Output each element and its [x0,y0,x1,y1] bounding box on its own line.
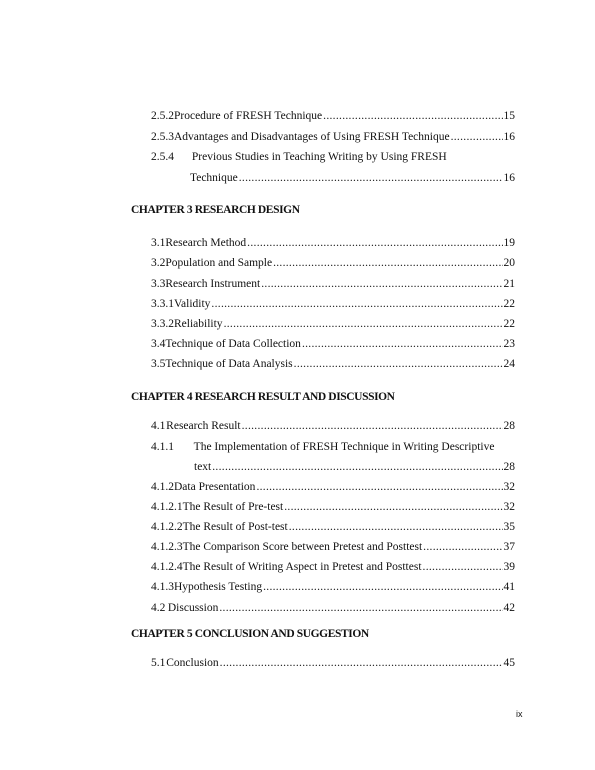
entry-title: Population and Sample [165,257,273,269]
chapter-3-heading: CHAPTER 3 RESEARCH DESIGN [131,204,300,216]
toc-entry [151,479,515,495]
entry-title: Validity [174,298,211,310]
toc-entry [151,316,515,332]
entry-page: 16 [503,131,515,143]
entry-title: Technique of Data Collection [165,338,301,350]
dot-leader [423,559,503,575]
entry-number: 4.1.3 [151,581,174,593]
entry-page: 28 [503,420,515,432]
entry-title: Discussion [167,602,219,614]
entry-page: 16 [503,172,515,184]
toc-entry [151,255,515,271]
entry-title: Advantages and Disadvantages of Using FRESH Technique [174,131,450,143]
entry-title: Data Presentation [174,481,256,493]
dot-leader [261,276,502,292]
entry-number: 3.3.2 [151,318,174,330]
entry-page: 22 [503,298,515,310]
entry-title: Hypothesis Testing [174,581,263,593]
toc-entry [151,356,515,372]
entry-number: 4.1.2.1 [151,501,183,513]
dot-leader [423,539,502,555]
entry-title: Reliability [174,318,223,330]
toc-entry [151,600,515,616]
toc-entry [151,579,515,595]
entry-number: 4.1.2.3 [151,541,183,553]
toc-entry [151,235,515,251]
entry-page: 32 [503,501,515,513]
entry-number: 3.3.1 [151,298,174,310]
entry-page: 28 [503,461,515,473]
entry-title: The Implementation of FRESH Technique in Writing Descriptive [193,441,495,453]
entry-number: 4.1.2 [151,481,174,493]
dot-leader [451,129,503,145]
dot-leader [323,108,502,124]
entry-title: The Result of Post-test [182,521,288,533]
toc-entry [151,336,515,352]
dot-leader [211,296,502,312]
entry-title: Research Result [166,420,241,432]
entry-page: 32 [503,481,515,493]
entry-number: 5.1 [151,657,166,669]
entry-page: 45 [503,657,515,669]
dot-leader [220,655,503,671]
entry-number: 4.2 [151,602,166,614]
entry-title: Research Method [165,237,247,249]
entry-title: Conclusion [166,657,219,669]
entry-title: The Result of Pre-test [182,501,284,513]
entry-number: 2.5.4 [151,151,174,163]
entry-page: 20 [503,257,515,269]
dot-leader [289,519,503,535]
entry-page: 19 [503,237,515,249]
entry-page: 41 [503,581,515,593]
entry-number: 3.1 [151,237,166,249]
entry-page: 37 [503,541,515,553]
chapter-5-heading: CHAPTER 5 CONCLUSION AND SUGGESTION [131,628,369,640]
dot-leader [273,255,502,271]
page-number: ix [516,709,523,719]
entry-title-continued: text [194,461,212,473]
entry-title: Technique of Data Analysis [165,358,293,370]
entry-number: 4.1 [151,420,166,432]
dot-leader [302,336,503,352]
toc-entry [151,655,515,671]
entry-page: 23 [503,338,515,350]
entry-page: 21 [503,278,515,290]
entry-number: 4.1.2.2 [151,521,183,533]
toc-entry [151,276,515,292]
entry-title: Research Instrument [165,278,261,290]
dot-leader [219,600,502,616]
toc-entry-continuation [190,170,515,186]
toc-entry [151,539,515,555]
entry-number: 4.1.1 [151,441,174,453]
toc-entry [151,499,515,515]
dot-leader [256,479,502,495]
toc-entry [151,519,515,535]
entry-page: 35 [503,521,515,533]
entry-title: Previous Studies in Teaching Writing by Using FRESH [191,151,447,163]
toc-entry [151,296,515,312]
toc-entry [151,418,515,434]
toc-entry [151,559,515,575]
entry-number: 3.2 [151,257,166,269]
entry-page: 24 [503,358,515,370]
entry-number: 4.1.2.4 [151,561,183,573]
entry-number: 3.4 [151,338,166,350]
entry-page: 22 [503,318,515,330]
chapter-4-heading: CHAPTER 4 RESEARCH RESULT AND DISCUSSION [131,391,395,403]
dot-leader [224,316,503,332]
toc-entry [151,149,447,165]
entry-number: 3.5 [151,358,166,370]
entry-number: 3.3 [151,278,166,290]
toc-entry [151,439,494,455]
dot-leader [239,170,503,186]
dot-leader [242,418,503,434]
entry-page: 42 [503,602,515,614]
dot-leader [284,499,502,515]
toc-entry-continuation [194,459,515,475]
dot-leader [247,235,502,251]
entry-title-continued: Technique [190,172,238,184]
dot-leader [212,459,502,475]
entry-number: 2.5.3 [151,131,174,143]
entry-page: 39 [503,561,515,573]
entry-number: 2.5.2 [151,110,174,122]
entry-title: The Result of Writing Aspect in Pretest and Posttest [182,561,422,573]
toc-entry [151,129,515,145]
dot-leader [294,356,503,372]
entry-title: The Comparison Score between Pretest and Posttest [182,541,423,553]
entry-title: Procedure of FRESH Technique [174,110,323,122]
dot-leader [263,579,502,595]
entry-page: 15 [503,110,515,122]
toc-entry [151,108,515,124]
